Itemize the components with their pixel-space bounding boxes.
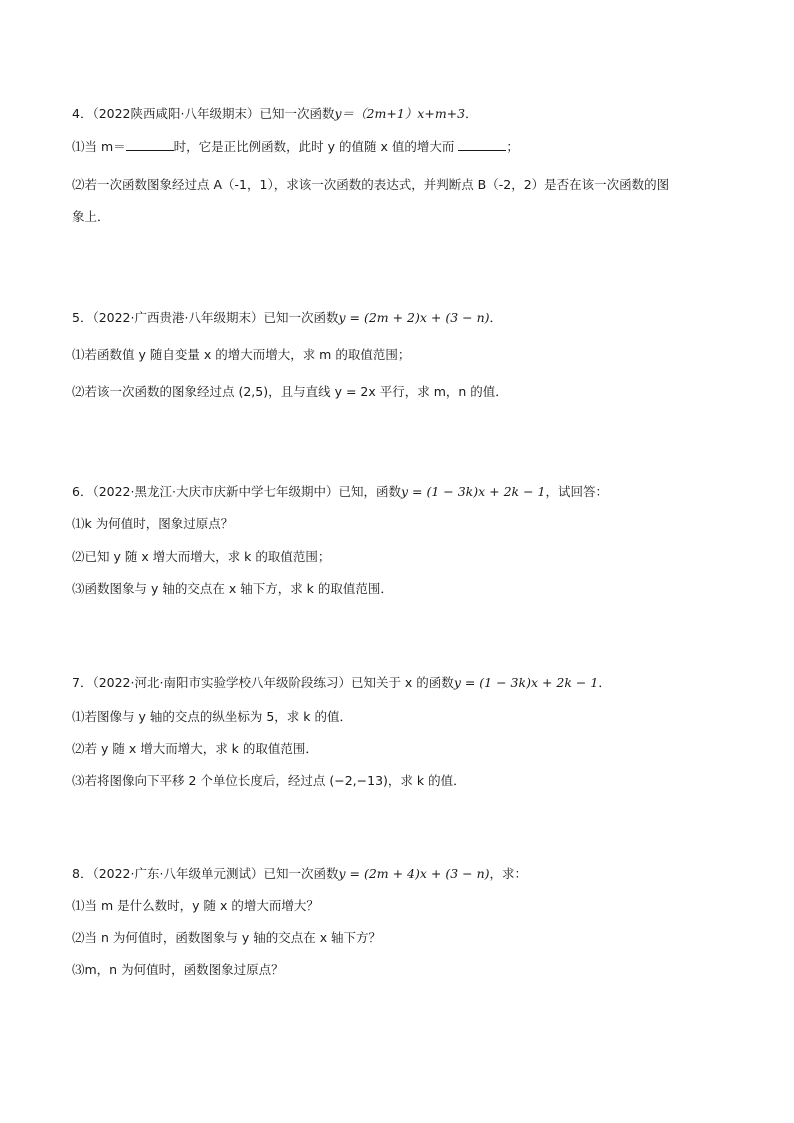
- problem-7-part-2: ⑵若 y 随 x 增大而增大，求 k 的取值范围．: [72, 741, 318, 756]
- problem-7-formula: y = (1 − 3k)x + 2k − 1: [453, 675, 599, 690]
- problem-8-part-2: ⑵当 n 为何值时，函数图象与 y 轴的交点在 x 轴下方？: [72, 930, 382, 945]
- problem-4-part-2-cont: 象上．: [72, 209, 110, 224]
- problem-8-stem-text: 8．（2022·广东·八年级单元测试）已知一次函数: [72, 866, 339, 881]
- problem-8-stem-end: ，求：: [489, 866, 528, 881]
- problem-5-part-2: ⑵若该一次函数的图象经过点 (2,5)，且与直线 y = 2x 平行，求 m，n 的值．: [72, 384, 508, 399]
- problem-8-formula: y = (2m + 4)x + (3 − n): [338, 866, 490, 881]
- problem-7-part-3: ⑶若将图像向下平移 2 个单位长度后，经过点 (−2,−13)，求 k 的值．: [72, 773, 466, 788]
- problem-5-stem-end: ．: [489, 310, 503, 325]
- problem-7-stem-end: ．: [598, 675, 611, 690]
- problem-8-stem: [72, 866, 527, 882]
- problem-5-stem: [72, 310, 502, 326]
- problem-4-part-1-text-b: 时，它是正比例函数，此时 y 的值随 x 值的增大而: [173, 139, 455, 154]
- problem-8-part-1: ⑴当 m 是什么数时，y 随 x 的增大而增大？: [72, 898, 319, 913]
- problem-6-stem-end: ，试回答：: [545, 484, 608, 499]
- problem-4-stem-end: ．: [465, 106, 478, 121]
- problem-4-part-1-text-a: ⑴当 m＝: [72, 139, 126, 154]
- problem-4-part-2: ⑵若一次函数图象经过点 A（-1，1），求该一次函数的表达式，并判断点 B（-2，2）是否在该一次函数的图: [72, 177, 670, 192]
- problem-6-stem-text: 6．（2022·黑龙江·大庆市庆新中学七年级期中）已知，函数: [72, 484, 401, 499]
- answer-blank-m[interactable]: [126, 137, 174, 151]
- problem-4-part-1: [72, 137, 519, 155]
- problem-4-stem: [72, 106, 478, 122]
- problem-6-formula: y = (1 − 3k)x + 2k − 1: [400, 484, 546, 499]
- problem-8-part-3: ⑶m，n 为何值时，函数图象过原点？: [72, 962, 284, 977]
- problem-7-stem: [72, 675, 611, 691]
- problem-7-part-1: ⑴若图像与 y 轴的交点的纵坐标为 5，求 k 的值．: [72, 709, 352, 724]
- problem-4-formula: y＝（2m+1）x+m+3: [334, 106, 466, 121]
- problem-7-stem-text: 7．（2022·河北·南阳市实验学校八年级阶段练习）已知关于 x 的函数: [72, 675, 454, 690]
- problem-6-stem: [72, 484, 608, 500]
- answer-blank-trend[interactable]: [458, 137, 506, 151]
- problem-4-stem-text: 4．（2022陕西咸阳·八年级期末）已知一次函数: [72, 106, 335, 121]
- problem-4-part-1-text-c: ；: [506, 139, 519, 154]
- problem-5-formula: y = (2m + 2)x + (3 − n): [338, 310, 490, 325]
- problem-6-part-1: ⑴k 为何值时，图象过原点？: [72, 516, 234, 531]
- problem-5-part-1: ⑴若函数值 y 随自变量 x 的增大而增大，求 m 的取值范围；: [72, 347, 411, 362]
- problem-6-part-2: ⑵已知 y 随 x 增大而增大，求 k 的取值范围；: [72, 549, 331, 564]
- problem-6-part-3: ⑶函数图象与 y 轴的交点在 x 轴下方，求 k 的取值范围．: [72, 581, 393, 596]
- problem-5-stem-text: 5．（2022·广西贵港·八年级期末）已知一次函数: [72, 310, 339, 325]
